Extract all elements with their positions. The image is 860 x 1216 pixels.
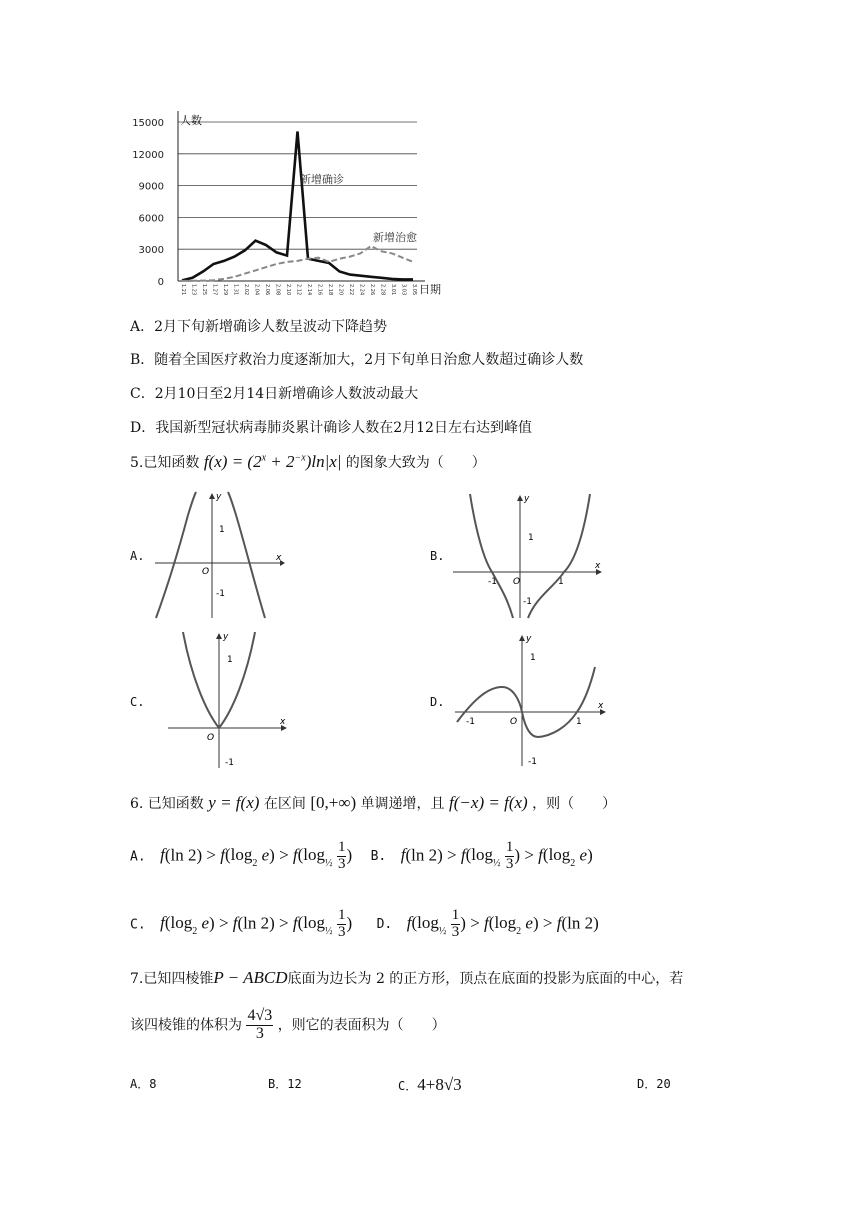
chart-axes bbox=[178, 111, 425, 281]
x-tick-label: 3.05 bbox=[411, 284, 417, 296]
graph-a-y-label: y bbox=[216, 492, 222, 502]
x-tick-label: 2.14 bbox=[306, 284, 312, 296]
q5-stem bbox=[130, 452, 486, 472]
x-tick-label: 1.21 bbox=[180, 284, 186, 296]
graph-c-x-label: x bbox=[280, 717, 286, 727]
q4-option-b: B．随着全国医疗救治力度逐渐加大，2月下旬单日治愈人数超过确诊人数 bbox=[130, 352, 584, 368]
x-tick-label: 2.04 bbox=[253, 284, 260, 296]
q7-option-b: B．12 bbox=[268, 1077, 302, 1091]
q4-option-a: A．2月下旬新增确诊人数呈波动下降趋势 bbox=[130, 319, 388, 335]
graph-d-tick-neg: -1 bbox=[528, 757, 537, 767]
q7-option-d: D．20 bbox=[637, 1077, 671, 1091]
graph-d-y-label: y bbox=[526, 634, 532, 644]
x-tick-label: 3.01 bbox=[390, 284, 396, 296]
graph-b-x-pos: 1 bbox=[558, 577, 564, 587]
q4-option-c: C．2月10日至2月14日新增确诊人数波动最大 bbox=[130, 386, 419, 402]
q5-label-a: A. bbox=[130, 549, 145, 563]
series-label-1: 新增确诊 bbox=[300, 173, 344, 186]
graph-c-y-label: y bbox=[223, 632, 229, 642]
q6-stem bbox=[130, 793, 616, 813]
x-tick-label: 2.02 bbox=[243, 284, 249, 296]
covid-line-chart bbox=[125, 105, 445, 300]
y-tick-label: 12000 bbox=[132, 149, 164, 161]
y-tick-label: 6000 bbox=[138, 213, 164, 225]
q5-graph-a bbox=[150, 490, 285, 620]
graph-a-tick-neg: -1 bbox=[216, 589, 225, 599]
q6-mid1: 在区间 bbox=[263, 796, 306, 812]
x-tick-label: 2.18 bbox=[327, 284, 333, 296]
x-tick-label: 1.23 bbox=[190, 284, 197, 296]
x-tick-label: 2.20 bbox=[337, 284, 344, 296]
q6-function: y = f(x) bbox=[208, 793, 260, 812]
q6-option-a: A. f(ln $2) > f(\log_2$ $e) > f(\log_{\frac{1}{2}}$ $\frac{1}{3}$ ) B. f(ln $2) > f(\log_{\frac{1}{2}}$ $\frac{1}{3}$ ) > $f(\log_2$ e) bbox=[130, 839, 593, 872]
x-tick-label: 1.29 bbox=[222, 284, 228, 296]
y-tick-label: 15000 bbox=[132, 118, 164, 129]
q7-line1: 7.已知四棱锥P − ABCD底面为边长为 2 的正方形，顶点在底面的投影为底面的中心，若 bbox=[130, 968, 684, 987]
graph-a-origin: O bbox=[202, 567, 210, 577]
q6-tail: ，则（ ） bbox=[532, 796, 617, 812]
graph-a-tick-pos: 1 bbox=[219, 525, 225, 535]
q6-even-condition: f(−x) = f(x) bbox=[449, 793, 528, 812]
x-tick-label: 2.28 bbox=[379, 284, 386, 296]
graph-a-x-label: x bbox=[276, 553, 282, 563]
q5-label-d: D. bbox=[430, 695, 445, 709]
graph-d-tick-pos: 1 bbox=[530, 653, 536, 663]
y-tick-label: 0 bbox=[157, 277, 164, 288]
graph-c-tick-neg: -1 bbox=[225, 758, 234, 768]
graph-b-y-label: y bbox=[524, 494, 530, 504]
x-tick-label: 1.31 bbox=[232, 284, 239, 296]
q7-option-c: C．4+8√3 bbox=[398, 1075, 462, 1094]
q5-formula: $f(x) = (2^x + 2^{-x})\ln|x|$ bbox=[203, 452, 342, 471]
q7-line2: 该四棱锥的体积为 $\frac{4√3}{3}$ ，则它的表面积为（ ） bbox=[130, 1007, 446, 1042]
q7-option-c-value: 4+8√3 bbox=[417, 1075, 462, 1094]
graph-c-tick-pos: 1 bbox=[227, 655, 233, 665]
y-tick-label: 9000 bbox=[138, 181, 164, 193]
q6-lead: 6. 已知函数 bbox=[130, 796, 204, 812]
chart-labels bbox=[180, 113, 441, 296]
q5-lead: 5.已知函数 bbox=[130, 455, 200, 471]
y-tick-labels bbox=[132, 118, 164, 288]
graph-d-origin: O bbox=[510, 717, 518, 727]
q5-tail: 的图象大致为（ ） bbox=[345, 455, 486, 471]
q7-volume: $\frac{4√3}{3}$ bbox=[247, 1007, 273, 1042]
graph-b-x-neg: -1 bbox=[488, 577, 497, 587]
q4-option-d: D．我国新型冠状病毒肺炎累计确诊人数在2月12日左右达到峰值 bbox=[130, 420, 532, 436]
x-tick-label: 2.06 bbox=[264, 284, 270, 296]
x-tick-label: 3.03 bbox=[400, 284, 407, 296]
q5-graph-c bbox=[165, 630, 290, 770]
graph-b-origin: O bbox=[513, 577, 521, 587]
q7-pyramid: P − ABCD bbox=[213, 968, 288, 987]
x-tick-label: 2.10 bbox=[285, 284, 291, 296]
graph-d-x-neg: -1 bbox=[466, 717, 475, 727]
x-tick-label: 2.26 bbox=[369, 284, 375, 296]
y-axis-label: 人数 bbox=[180, 114, 202, 127]
series-label-2: 新增治愈 bbox=[373, 231, 417, 244]
graph-d-x-pos: 1 bbox=[576, 717, 582, 727]
x-tick-label: 2.16 bbox=[316, 284, 323, 296]
q6-mid2: 单调递增，且 bbox=[360, 796, 445, 812]
x-tick-labels bbox=[180, 284, 417, 295]
graph-d-x-label: x bbox=[598, 701, 604, 711]
q6-option-cd: C. $f(\log_2$ e) > f(ln $2) > f(\log_{\frac{1}{2}}$ $\frac{1}{3}$ ) D. $f(\log_{\frac{1}{2}}$ $\frac{1}{3}$ ) > $f(\log_2$ e) > f(ln 2) bbox=[130, 907, 599, 940]
graph-b-tick-pos: 1 bbox=[528, 533, 534, 543]
graph-c-origin: O bbox=[207, 733, 215, 743]
x-tick-label: 1.25 bbox=[201, 284, 207, 296]
x-tick-label: 2.08 bbox=[274, 284, 281, 296]
q6-interval: [0,+∞) bbox=[310, 793, 357, 812]
q5-label-c: C. bbox=[130, 695, 145, 709]
x-tick-label: 2.24 bbox=[358, 284, 365, 296]
x-tick-label: 2.22 bbox=[348, 284, 354, 296]
x-tick-label: 1.27 bbox=[211, 284, 218, 296]
graph-b-x-label: x bbox=[595, 561, 601, 571]
q5-label-b: B. bbox=[430, 549, 445, 563]
q5-graph-b bbox=[450, 492, 610, 620]
graph-b-tick-neg: -1 bbox=[523, 597, 532, 607]
q7-option-a: A．8 bbox=[130, 1077, 157, 1091]
x-tick-label: 2.12 bbox=[295, 284, 302, 296]
q5-graph-d bbox=[452, 632, 612, 768]
y-tick-label: 3000 bbox=[138, 245, 164, 257]
x-axis-label: 日期 bbox=[419, 283, 441, 296]
